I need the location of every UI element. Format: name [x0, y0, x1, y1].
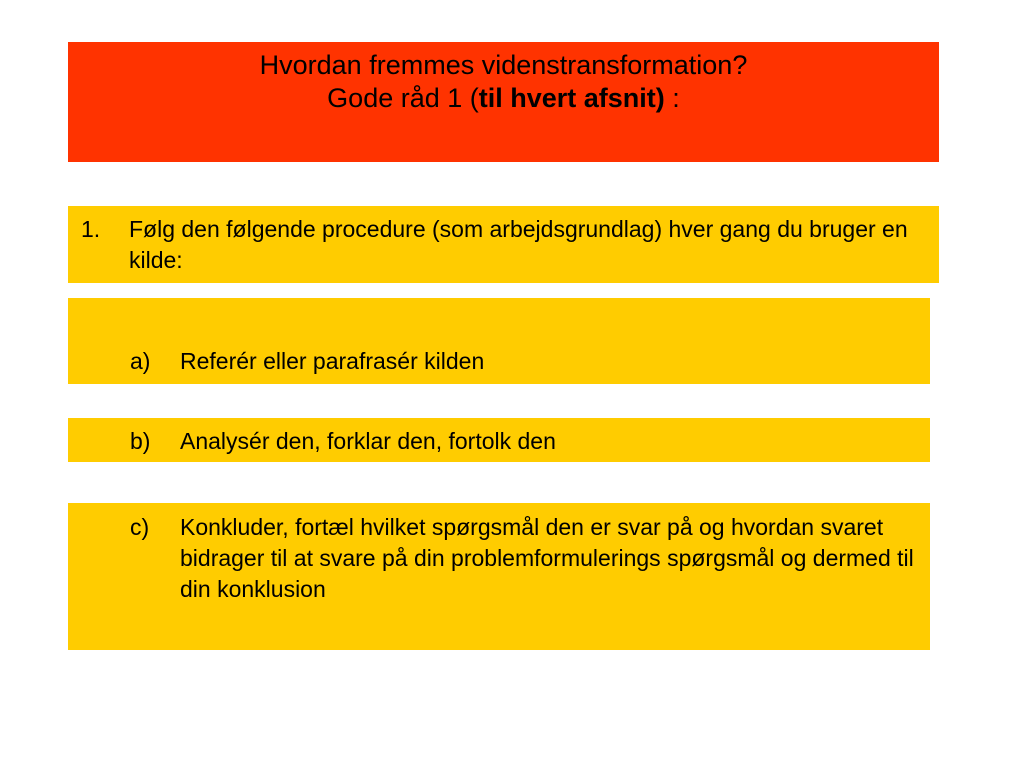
step-a-box — [68, 298, 930, 384]
step-c-marker: c) — [130, 514, 150, 540]
main-instruction-item — [81, 214, 933, 276]
main-instruction-marker: 1. — [81, 216, 101, 242]
step-a-text: Referér eller parafrasér kilden — [180, 348, 485, 374]
step-c-text: Konkluder, fortæl hvilket spørgsmål den er svar på og hvordan svaret bidrager til at svare på din problemformulerings spørgsmål og dermed til din konklusion — [180, 514, 914, 602]
step-b-text: Analysér den, forklar den, fortolk den — [180, 428, 556, 454]
step-b-marker: b) — [130, 428, 151, 454]
slide-title-line-2-suffix: : — [664, 83, 680, 113]
slide-title-box — [68, 42, 939, 162]
step-b-box — [68, 418, 930, 462]
step-a-item — [130, 346, 920, 377]
slide-title-line-2 — [68, 82, 939, 115]
step-b-item — [130, 426, 920, 457]
slide-title-line-2-prefix: Gode råd 1 ( — [327, 83, 479, 113]
slide-title-line-1: Hvordan fremmes videnstransformation? — [259, 50, 748, 80]
step-c-item — [130, 512, 920, 605]
main-instruction-text: Følg den følgende procedure (som arbejdsgrundlag) hver gang du bruger en kilde: — [129, 216, 908, 273]
main-instruction-box — [68, 206, 939, 283]
step-a-marker: a) — [130, 348, 151, 374]
step-c-box — [68, 503, 930, 650]
slide-title-line-2-bold: til hvert afsnit) — [478, 83, 665, 113]
